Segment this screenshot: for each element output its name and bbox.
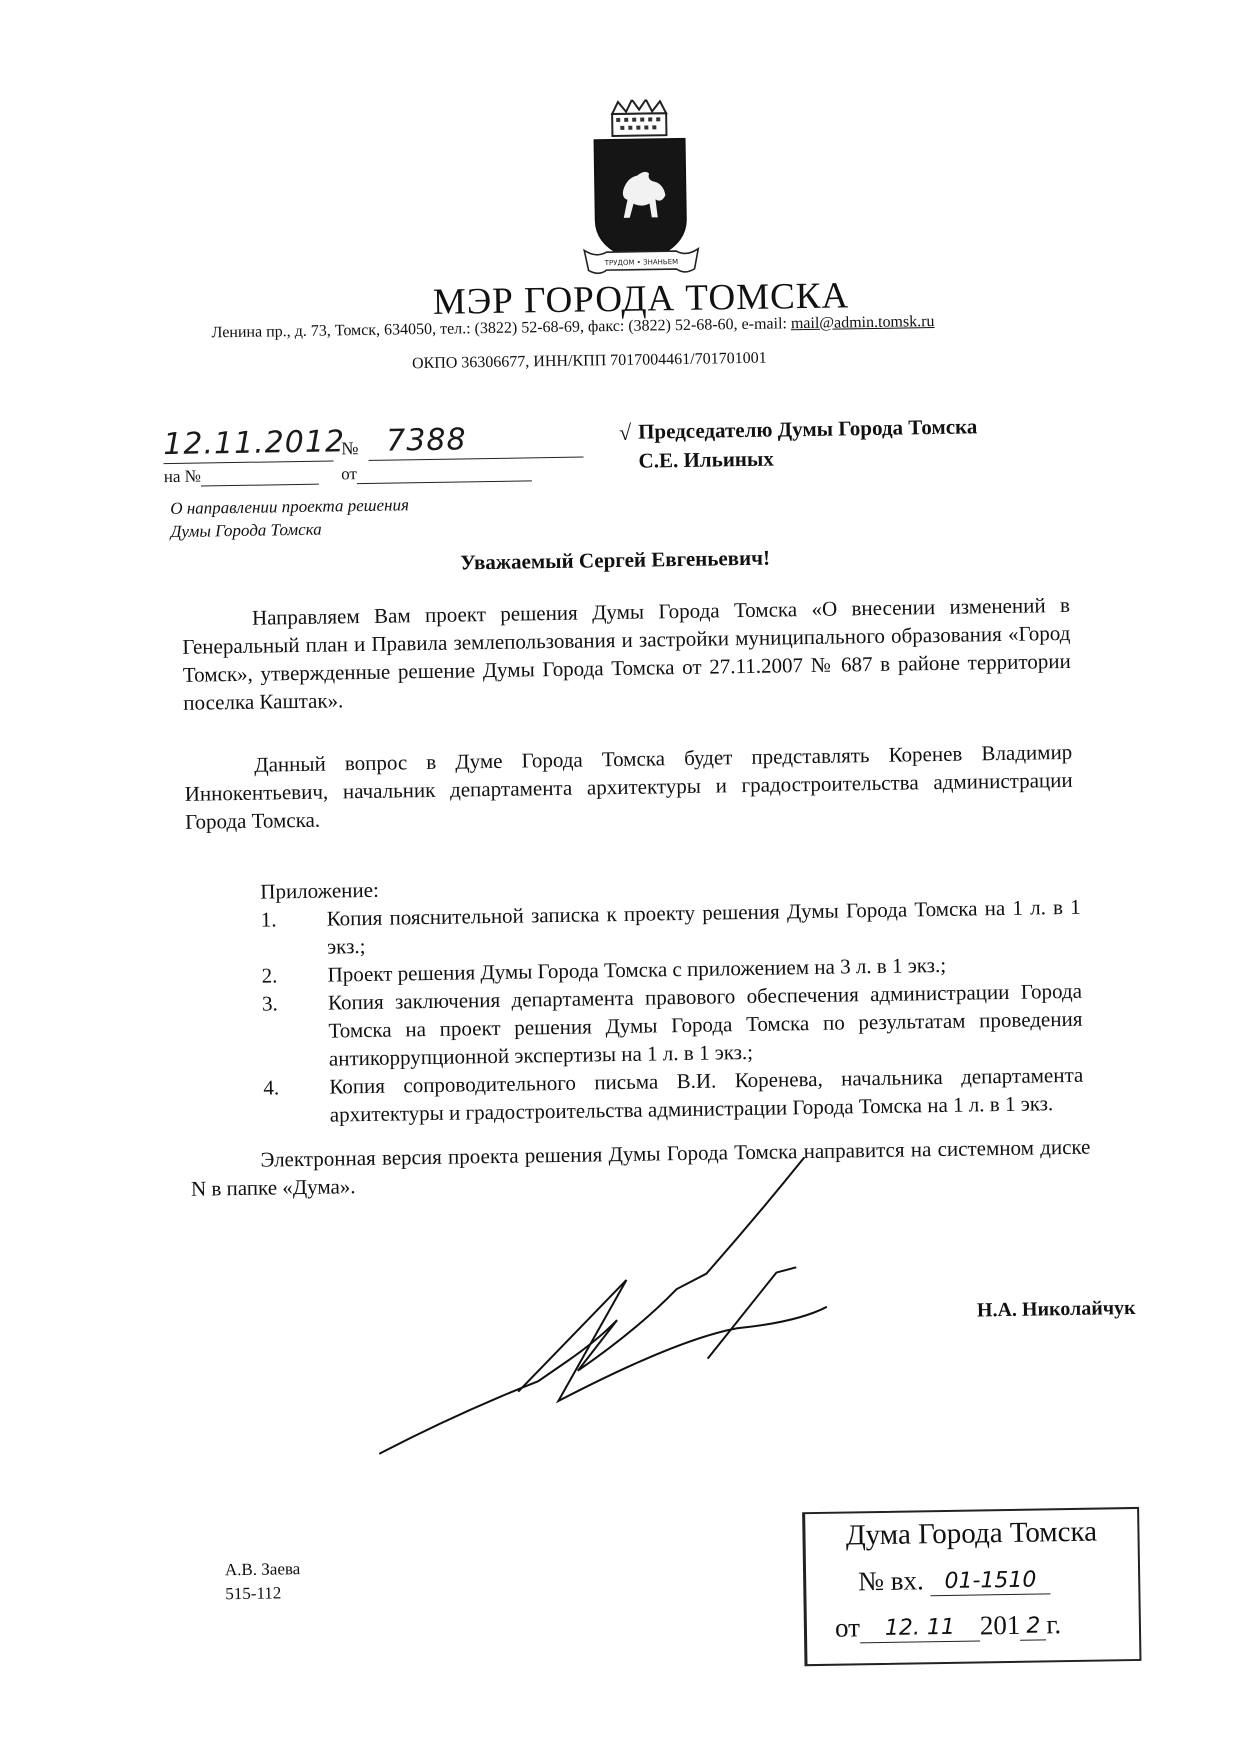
address-text: Ленина пр., д. 73, Томск, 634050, тел.: (3822) 52-68-69, факс: (3822) 52-68-60, e-mail:: [211, 315, 792, 342]
attachment-item: [262, 977, 1083, 1074]
stamp-year-suffix: 2: [1026, 1613, 1041, 1639]
crown-icon: [612, 99, 667, 136]
reply-date-blank: [357, 462, 532, 484]
stamp-incoming-number: 01-1510: [944, 1567, 1037, 1594]
stamp-date-field: [860, 1609, 980, 1643]
email-link[interactable]: mail@admin.tomsk.ru: [790, 312, 935, 333]
executor: [225, 1557, 301, 1606]
attachment-text: Копия пояснительной записка к проекту решения Думы Города Томска на 1 л. в 1 экз.;: [326, 894, 1081, 959]
svg-text:ТРУДОМ • ЗНАНЬЕМ: ТРУДОМ • ЗНАНЬЕМ: [604, 258, 679, 268]
handwritten-signature: [375, 1155, 940, 1464]
executor-name: А.В. Заева: [224, 1559, 301, 1580]
reg-date: 12.11.2012: [162, 424, 346, 463]
stamp-incoming-number-row: [858, 1562, 1051, 1597]
stamp-date-value: 12. 11: [884, 1614, 956, 1641]
stamp-title: Дума Города Томска: [845, 1515, 1098, 1552]
recipient-name: С.Е. Ильиных: [638, 446, 774, 473]
outgoing-registration: [163, 420, 594, 487]
attachment-number: 2.: [261, 963, 278, 988]
reg-number-field: [368, 421, 584, 461]
reply-number-blank: [201, 466, 319, 487]
body-paragraph-1: Направляем Вам проект решения Думы Города Томска «О внесении изменений в Генеральный план и Правила землепользования и застройки муниципального образования «Город Томск», утвержденные решение Думы Города Томска от 27.11.2007 № 687 в районе территории поселка Каштак».: [182, 592, 1071, 715]
reg-date-field: [162, 424, 346, 464]
attachment-text: Копия сопроводительного письма В.И. Коренева, начальника департамента архитектуры и градостроительства администрации Города Томска на 1 л. в 1 экз.: [329, 1062, 1084, 1127]
check-mark-icon: √: [618, 419, 632, 445]
attachments-heading: Приложение:: [260, 877, 380, 904]
signer-name: Н.А. Николайчук: [976, 1296, 1136, 1322]
body-paragraph-2: Данный вопрос в Думе Города Томска будет представлять Коренев Владимир Иннокентьевич, начальник департамента архитектуры и градостроительства администрации Города Томска.: [184, 739, 1073, 834]
subject-line: О направлении проекта решения: [170, 495, 410, 519]
reg-number: 7388: [385, 422, 467, 459]
attachment-number: 3.: [261, 991, 278, 1016]
attachment-number: 1.: [260, 907, 277, 932]
attachments-list: [260, 865, 1084, 1130]
stamp-date-row: [835, 1608, 1062, 1644]
recipient: [638, 411, 1069, 476]
tomsk-coat-of-arms-emblem: [574, 99, 707, 286]
incoming-registration-stamp: [802, 1507, 1141, 1666]
attachment-text: Копия заключения департамента правового обеспечения администрации Города Томска на проект решения Думы Города Томска по результатам проведения антикоррупционной экспертизы на 1 л. в 1 экз.;: [327, 978, 1083, 1071]
org-title: МЭР ГОРОДА ТОМСКА: [432, 275, 850, 323]
stamp-year-prefix: 201: [979, 1609, 1021, 1641]
reply-from-label: от: [340, 464, 357, 484]
attachment-number: 4.: [263, 1075, 280, 1100]
stamp-year-unit: г.: [1046, 1609, 1062, 1640]
salutation: Уважаемый Сергей Евгеньевич!: [460, 545, 771, 575]
body-paragraph-3: Электронная версия проекта решения Думы Города Томска направится на системном диске N в папке «Дума».: [190, 1134, 1091, 1201]
reply-label: на №: [163, 466, 202, 487]
stamp-date-label: от: [834, 1612, 861, 1643]
attachment-item: [263, 1061, 1084, 1130]
reply-reference: [164, 461, 532, 487]
subject-line: Думы Города Томска: [170, 519, 322, 542]
stamp-incoming-label: № вх.: [857, 1565, 924, 1597]
reg-number-label: №: [341, 438, 359, 459]
executor-phone: 515-112: [225, 1583, 282, 1604]
stamp-incoming-field: [930, 1562, 1050, 1596]
recipient-position: Председателю Думы Города Томска: [637, 414, 978, 444]
stamp-year-field: [1020, 1608, 1046, 1640]
letter-subject: [170, 491, 531, 543]
attachment-text: Проект решения Думы Города Томска с приложением на 3 л. в 1 экз.;: [327, 952, 947, 987]
org-codes: ОКПО 36306677, ИНН/КПП 7017004461/701701001: [411, 349, 767, 373]
